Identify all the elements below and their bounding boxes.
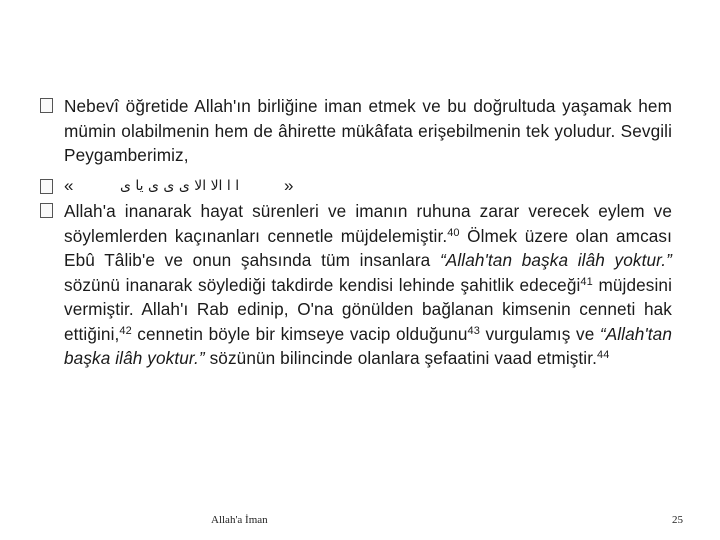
paragraph-intro-text: Nebevî öğretide Allah'ın birliğine iman etmek ve bu doğrultuda yaşamak hem mümin olabilmenin hem de âhirette mükâfata erişebilmenin tek yoludur. Sevgili Peygamberimiz, xyxy=(64,96,672,165)
arabic-hadith-line xyxy=(40,174,320,198)
quote-tawhid-1: “Allah'tan başka ilâh yoktur.” xyxy=(439,250,672,270)
bullet-icon xyxy=(40,203,53,218)
bullet-icon xyxy=(40,179,53,194)
paragraph-main-part2: Ölmek üzere olan amcası Ebû Tâlib'e ve onun şahsında tüm insanlara xyxy=(64,225,672,270)
paragraph-main-part4: müjdesini vermiştir. Allah'ı Rab edinip, O'na gönülden bağlanan kimsenin cenneti hak ettiğini, xyxy=(64,274,672,344)
footnote-ref-41: 41 xyxy=(580,275,593,288)
paragraph-main xyxy=(40,199,672,371)
quote-open-mark: « xyxy=(64,176,74,195)
arabic-hadith-text: ا ا الا الا ى ى ى يا ى xyxy=(120,178,240,194)
footer-title: Allah'a İman xyxy=(211,514,268,526)
quote-close-mark: » xyxy=(284,176,294,195)
bullet-icon xyxy=(40,98,53,113)
paragraph-main-part1: Allah'a inanarak hayat sürenleri ve imanın ruhuna zarar verecek eylem ve söylemlerden kaçınanları cennetle müjdelemiştir. xyxy=(64,201,672,246)
paragraph-main-part5: cennetin böyle bir kimseye vacip olduğunu xyxy=(131,323,468,344)
footnote-ref-42: 42 xyxy=(119,324,132,337)
footnote-ref-44: 44 xyxy=(596,349,610,361)
paragraph-main-part3: sözünü inanarak söylediği takdirde kendisi lehinde şahitlik edeceği xyxy=(64,274,581,295)
paragraph-main-part7: sözünün bilincinde olanlara şefaatini vaad etmiştir. xyxy=(204,348,597,368)
footnote-ref-40: 40 xyxy=(447,226,460,239)
paragraph-intro xyxy=(40,94,672,168)
footnote-ref-43: 43 xyxy=(467,324,480,337)
quote-tawhid-2: “Allah'tan başka ilâh yoktur.” xyxy=(64,323,672,368)
paragraph-main-text xyxy=(40,199,672,371)
page-number: 25 xyxy=(672,514,683,526)
paragraph-main-part6: vurgulamış ve xyxy=(479,323,600,344)
